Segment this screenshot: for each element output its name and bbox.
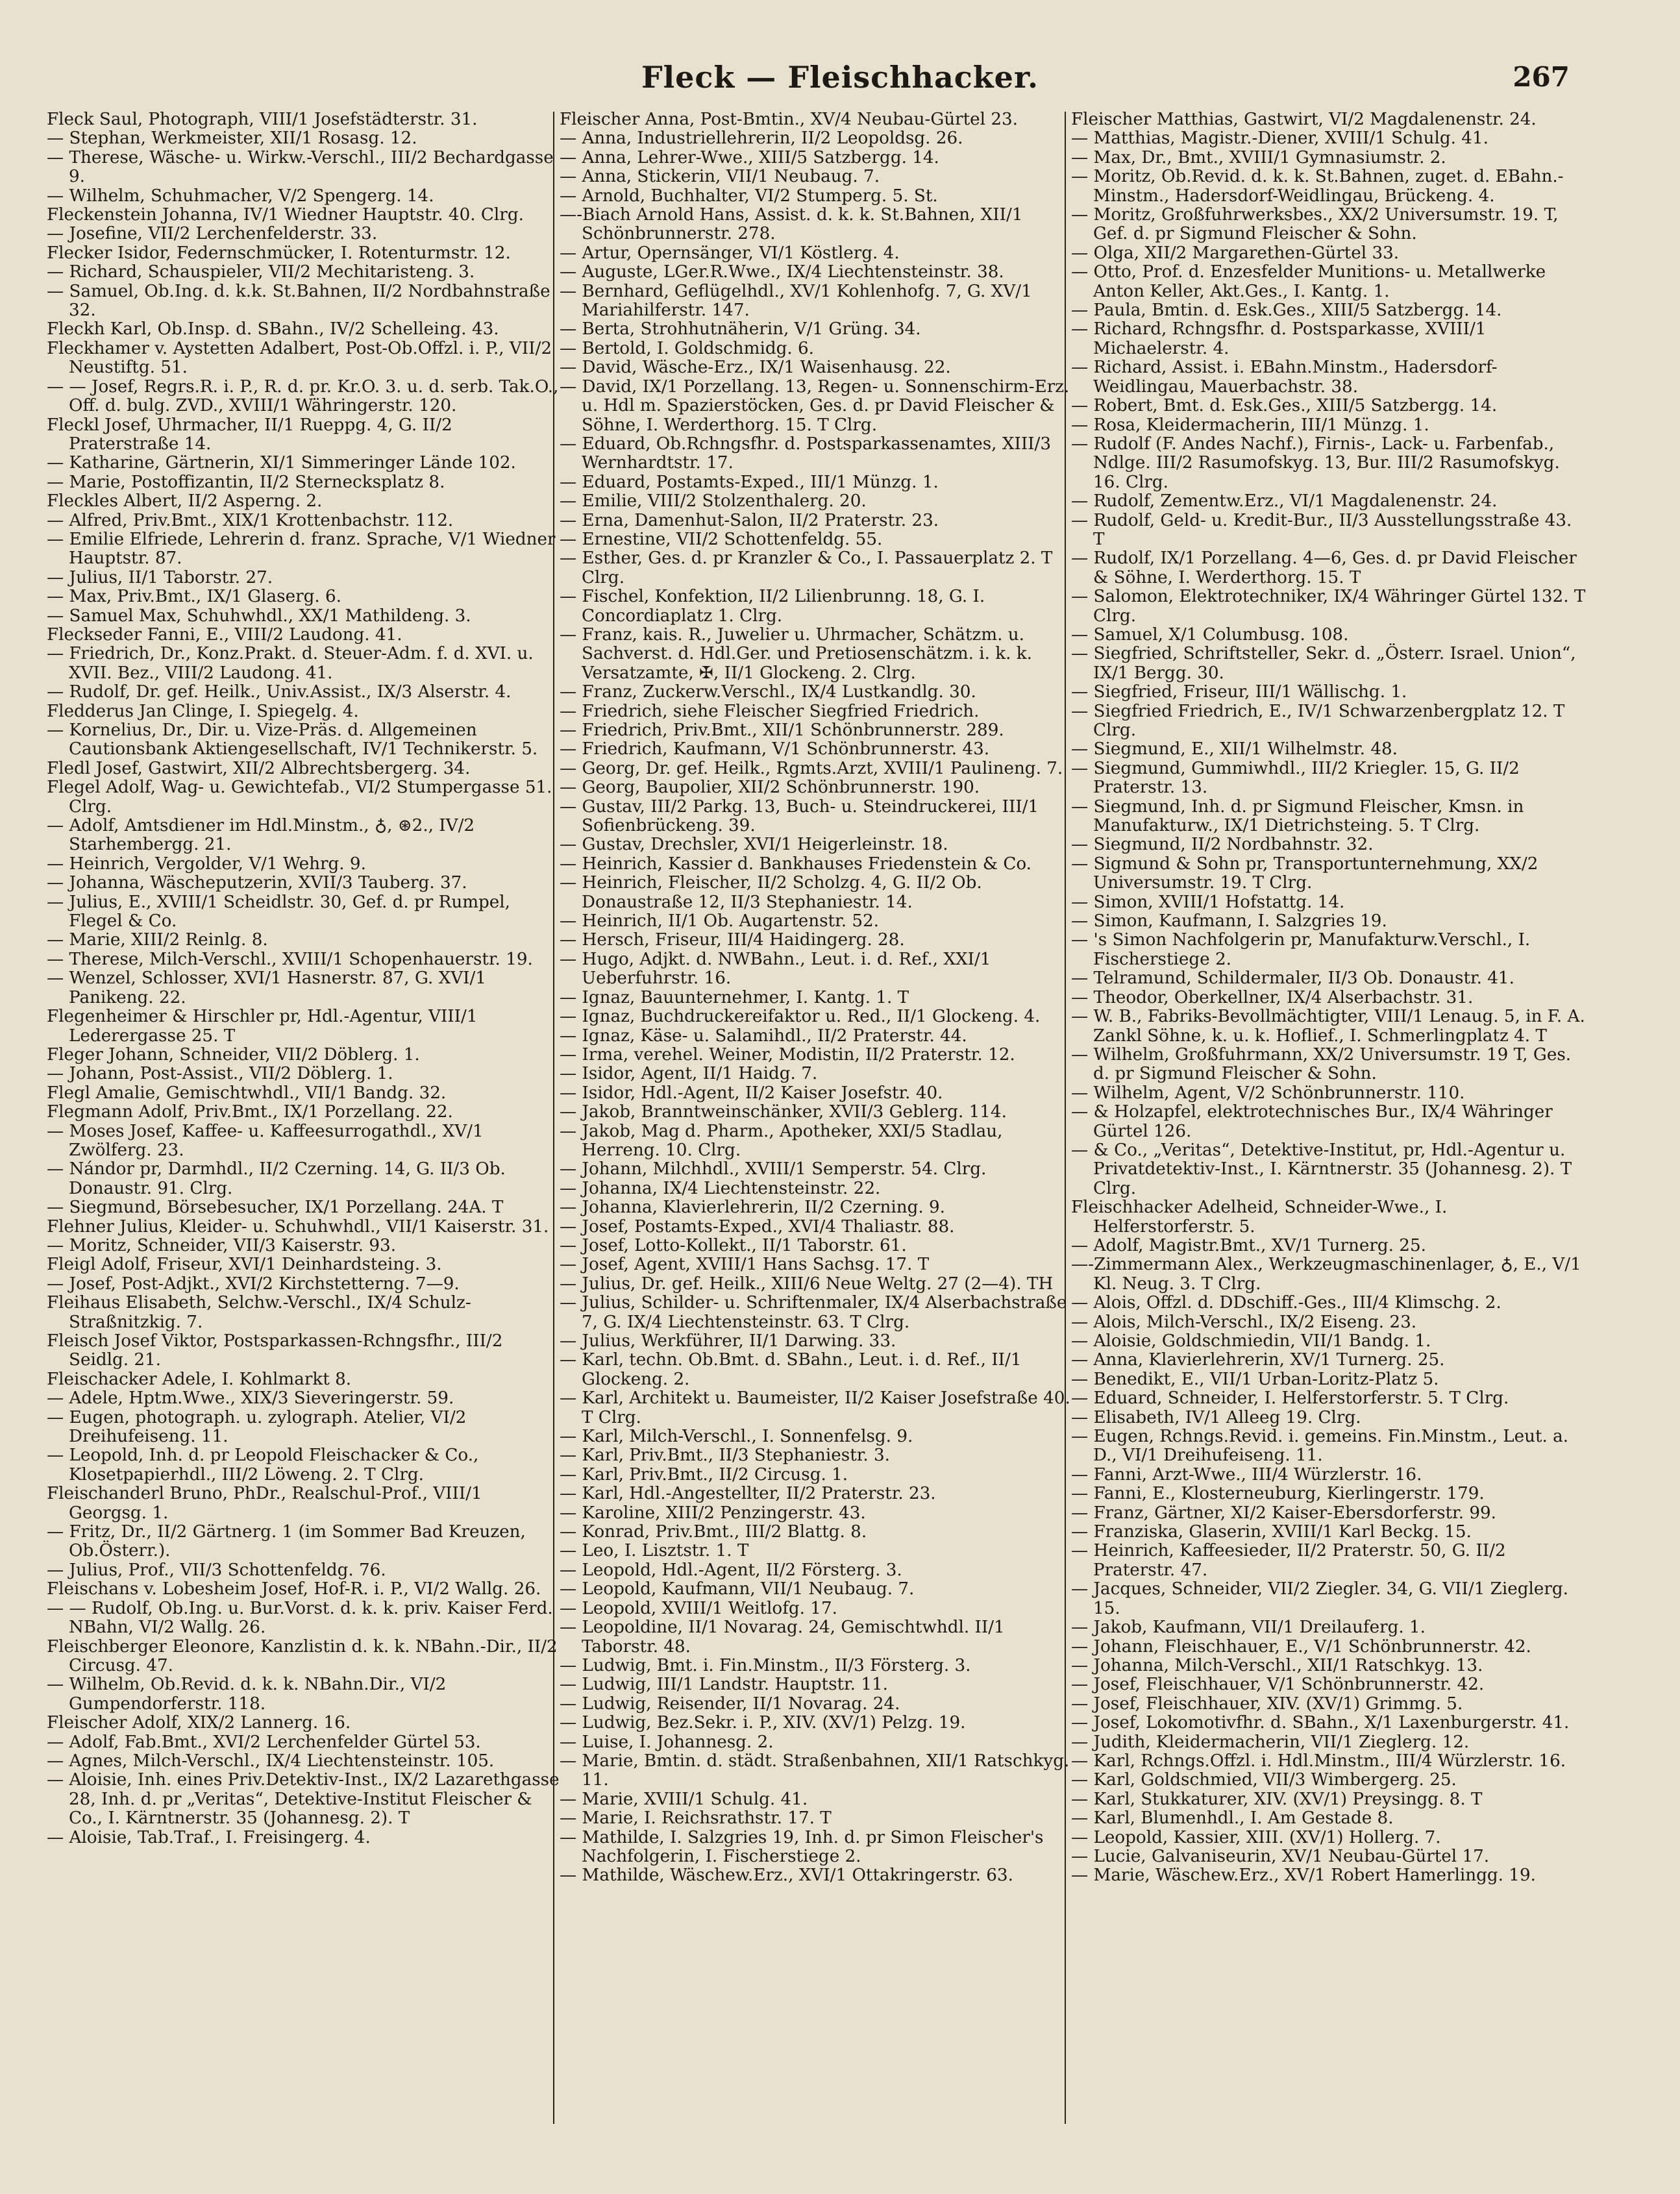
- directory-entry: — Max, Dr., Bmt., XVIII/1 Gymnasiumstr. 2.: [1071, 147, 1446, 167]
- directory-entry: —-Biach Arnold Hans, Assist. d. k. k. St.Bahnen, XII/1 Schönbrunnerstr. 278.: [560, 205, 1023, 244]
- directory-entry: — Olga, XII/2 Margarethen-Gürtel 33.: [1071, 243, 1400, 263]
- directory-entry: — Siegmund, Inh. d. pr Sigmund Fleischer, Kmsn. in Manufakturw., IX/1 Dietrichsteing. 5. T Clrg.: [1071, 796, 1524, 836]
- directory-entry: — Wilhelm, Großfuhrmann, XX/2 Universumstr. 19 T, Ges. d. pr Sigmund Fleischer & Sohn.: [1071, 1044, 1572, 1084]
- directory-entry: — Karl, Priv.Bmt., II/3 Stephaniestr. 3.: [560, 1446, 891, 1466]
- directory-entry: — Berta, Strohhutnäherin, V/1 Grüng. 34.: [560, 319, 921, 339]
- directory-entry: — Friedrich, Dr., Konz.Prakt. d. Steuer-Adm. f. d. XVI. u. XVII. Bez., VIII/2 Laudong. 41.: [47, 644, 534, 683]
- directory-entry: — Alois, Milch-Verschl., IX/2 Eiseng. 23.: [1071, 1312, 1417, 1332]
- directory-entry: — Josef, Lotto-Kollekt., II/1 Taborstr. 61.: [560, 1235, 907, 1255]
- directory-entry: — Wilhelm, Agent, V/2 Schönbrunnerstr. 110.: [1071, 1083, 1465, 1103]
- directory-entry: — Agnes, Milch-Verschl., IX/4 Liechtensteinstr. 105.: [47, 1751, 495, 1771]
- directory-entry: — Rudolf, Dr. gef. Heilk., Univ.Assist., IX/3 Alserstr. 4.: [47, 682, 512, 702]
- directory-entry: — Anna, Industriellehrerin, II/2 Leopoldsg. 26.: [560, 129, 963, 149]
- directory-entry: — Theodor, Oberkellner, IX/4 Alserbachstr. 31.: [1071, 987, 1474, 1007]
- directory-entry: — Telramund, Schildermaler, II/3 Ob. Donaustr. 41.: [1071, 968, 1514, 989]
- directory-entry: — Siegmund, Börsebesucher, IX/1 Porzellang. 24A. T: [47, 1198, 504, 1218]
- directory-entry: — Fanni, Arzt-Wwe., III/4 Würzlerstr. 16.: [1071, 1464, 1422, 1485]
- directory-entry: Fleckenstein Johanna, IV/1 Wiedner Hauptstr. 40. Clrg.: [47, 205, 524, 225]
- directory-entry: — Mathilde, Wäschew.Erz., XVI/1 Ottakringerstr. 63.: [560, 1866, 1013, 1886]
- directory-entry: — Moritz, Schneider, VII/3 Kaiserstr. 93.: [47, 1235, 397, 1255]
- directory-entry: — David, IX/1 Porzellang. 13, Regen- u. Sonnenschirm-Erz. u. Hdl m. Spazierstöcken, Ges. d. pr David Fleischer & Söhne, I. Werderthorg. 15. T Clrg.: [560, 376, 1070, 435]
- directory-entry: — Siegmund, II/2 Nordbahnstr. 32.: [1071, 835, 1374, 855]
- directory-entry: — Marie, XIII/2 Reinlg. 8.: [47, 930, 268, 950]
- directory-entry: Fleckles Albert, II/2 Asperng. 2.: [47, 491, 323, 512]
- directory-entry: — Karl, Architekt u. Baumeister, II/2 Kaiser Josefstraße 40. T Clrg.: [560, 1388, 1070, 1427]
- directory-entry: — & Co., „Veritas“, Detektive-Institut, pr, Hdl.-Agentur u. Privatdetektiv-Inst., I. Kärntnerstr. 35 (Johannesg. 2). T Clrg.: [1071, 1140, 1572, 1198]
- directory-entry: — Rudolf, IX/1 Porzellang. 4—6, Ges. d. pr David Fleischer & Söhne, I. Werderthorg. 15. T: [1071, 548, 1577, 587]
- directory-entry: — Moritz, Ob.Revid. d. k. k. St.Bahnen, zuget. d. EBahn.-Minstm., Hadersdorf-Weidlingau, Brückeng. 4.: [1071, 167, 1564, 206]
- directory-entry: Fleger Johann, Schneider, VII/2 Döblerg. 1.: [47, 1044, 420, 1065]
- directory-entry: — Heinrich, Kaffeesieder, II/2 Praterstr. 50, G. II/2 Praterstr. 47.: [1071, 1541, 1506, 1580]
- directory-entry: — Auguste, LGer.R.Wwe., IX/4 Liechtensteinstr. 38.: [560, 262, 1004, 282]
- directory-entry: — Ludwig, III/1 Landstr. Hauptstr. 11.: [560, 1675, 888, 1695]
- directory-entry: — Franz, Zuckerw.Verschl., IX/4 Lustkandlg. 30.: [560, 682, 976, 702]
- directory-entry: — Friedrich, Priv.Bmt., XII/1 Schönbrunnerstr. 289.: [560, 721, 1004, 740]
- directory-entry: — Rudolf, Geld- u. Kredit-Bur., II/3 Ausstellungsstraße 43. T: [1071, 510, 1572, 549]
- directory-entry: — Arnold, Buchhalter, VI/2 Stumperg. 5. St.: [560, 186, 938, 206]
- directory-entry: — Johanna, IX/4 Liechtensteinstr. 22.: [560, 1178, 881, 1198]
- directory-entry: — Fischel, Konfektion, II/2 Lilienbrunng. 18, G. I. Concordiaplatz 1. Clrg.: [560, 587, 985, 626]
- directory-entry: — Friedrich, siehe Fleischer Siegfried Friedrich.: [560, 701, 980, 721]
- directory-entry: — Samuel, X/1 Columbusg. 108.: [1071, 624, 1349, 645]
- directory-entry: Fleischer Anna, Post-Bmtin., XV/4 Neubau-Gürtel 23.: [560, 110, 1018, 129]
- directory-entry: — — Rudolf, Ob.Ing. u. Bur.Vorst. d. k. k. priv. Kaiser Ferd. NBahn, VI/2 Wallg. 26.: [47, 1598, 553, 1638]
- page-header: [0, 60, 1680, 112]
- directory-entry: — Ignaz, Bauunternehmer, I. Kantg. 1. T: [560, 987, 909, 1007]
- directory-entry: Fleck Saul, Photograph, VIII/1 Josefstädterstr. 31.: [47, 110, 478, 129]
- directory-entry: Fleihaus Elisabeth, Selchw.-Verschl., IX/4 Schulz-Straßnitzkig. 7.: [47, 1293, 471, 1332]
- directory-entry: — Johanna, Milch-Verschl., XII/1 Ratschkyg. 13.: [1071, 1655, 1483, 1675]
- directory-entry: — Jacques, Schneider, VII/2 Ziegler. 34, G. VII/1 Zieglerg. 15.: [1071, 1579, 1568, 1618]
- directory-entry: — 's Simon Nachfolgerin pr, Manufakturw.Verschl., I. Fischerstiege 2.: [1071, 930, 1531, 969]
- directory-entry: — Franz, Gärtner, XI/2 Kaiser-Ebersdorferstr. 99.: [1071, 1503, 1496, 1523]
- directory-entry: Fleckl Josef, Uhrmacher, II/1 Rueppg. 4, G. II/2 Praterstraße 14.: [47, 415, 452, 454]
- directory-entry: — Adele, Hptm.Wwe., XIX/3 Sieveringerstr. 59.: [47, 1388, 454, 1409]
- running-title: Fleck — Fleischhacker.: [641, 60, 1039, 95]
- directory-entry: — Karoline, XIII/2 Penzingerstr. 43.: [560, 1503, 866, 1523]
- directory-entry: — Therese, Milch-Verschl., XVIII/1 Schopenhauerstr. 19.: [47, 949, 533, 969]
- directory-entry: — Erna, Damenhut-Salon, II/2 Praterstr. 23.: [560, 510, 939, 530]
- directory-entry: — W. B., Fabriks-Bevollmächtigter, VIII/1 Lenaug. 5, in F. A. Zankl Söhne, k. u. k. Hoflief., I. Schmerlingplatz 4. T: [1071, 1007, 1585, 1046]
- directory-entry: — Eduard, Ob.Rchngsfhr. d. Postsparkassenamtes, XIII/3 Wernhardtstr. 17.: [560, 434, 1051, 473]
- directory-entry: —-Zimmermann Alex., Werkzeugmaschinenlager, ♁, E., V/1 Kl. Neug. 3. T Clrg.: [1071, 1255, 1581, 1294]
- directory-entry: — Johanna, Klavierlehrerin, II/2 Czerning. 9.: [560, 1198, 946, 1218]
- directory-entry: — Anna, Klavierlehrerin, XV/1 Turnerg. 25.: [1071, 1350, 1445, 1370]
- directory-entry: — Isidor, Agent, II/1 Haidg. 7.: [560, 1064, 818, 1084]
- directory-entry: — Siegfried Friedrich, E., IV/1 Schwarzenbergplatz 12. T Clrg.: [1071, 701, 1565, 740]
- directory-entry: — Josef, Postamts-Exped., XVI/4 Thaliastr. 88.: [560, 1216, 955, 1237]
- directory-entry: — Gustav, Drechsler, XVI/1 Heigerleinstr. 18.: [560, 835, 948, 855]
- directory-entry: — Therese, Wäsche- u. Wirkw.-Verschl., III/2 Bechardgasse 9.: [47, 147, 554, 187]
- directory-entry: Flecker Isidor, Federnschmücker, I. Rotenturmstr. 12.: [47, 243, 511, 263]
- directory-entry: Flegenheimer & Hirschler pr, Hdl.-Agentur, VIII/1 Lederergasse 25. T: [47, 1007, 478, 1046]
- directory-entry: — Esther, Ges. d. pr Kranzler & Co., I. Passauerplatz 2. T Clrg.: [560, 548, 1053, 587]
- directory-entry: — Emilie, VIII/2 Stolzenthalerg. 20.: [560, 491, 867, 512]
- directory-entry: — Siegfried, Schriftsteller, Sekr. d. „Österr. Israel. Union“, IX/1 Bergg. 30.: [1071, 644, 1576, 683]
- directory-entry: — Mathilde, I. Salzgries 19, Inh. d. pr Simon Fleischer's Nachfolgerin, I. Fischerstiege 2.: [560, 1827, 1044, 1866]
- directory-entry: — Adolf, Magistr.Bmt., XV/1 Turnerg. 25.: [1071, 1235, 1426, 1255]
- directory-entry: — Marie, I. Reichsrathstr. 17. T: [560, 1808, 832, 1829]
- directory-entry: — & Holzapfel, elektrotechnisches Bur., IX/4 Währinger Gürtel 126.: [1071, 1102, 1553, 1141]
- directory-entry: — Simon, Kaufmann, I. Salzgries 19.: [1071, 911, 1387, 931]
- directory-entry: — Leopoldine, II/1 Novarag. 24, Gemischtwhdl. II/1 Taborstr. 48.: [560, 1618, 1005, 1657]
- directory-entry: — Wilhelm, Schuhmacher, V/2 Spengerg. 14.: [47, 186, 434, 206]
- directory-entry: — Ignaz, Buchdruckereifaktor u. Red., II/1 Glockeng. 4.: [560, 1007, 1041, 1027]
- directory-entry: — Karl, Blumenhdl., I. Am Gestade 8.: [1071, 1808, 1394, 1829]
- directory-entry: — Ludwig, Bez.Sekr. i. P., XIV. (XV/1) Pelzg. 19.: [560, 1713, 966, 1733]
- directory-entry: — Heinrich, II/1 Ob. Augartenstr. 52.: [560, 911, 879, 931]
- directory-entry: — Leopold, Kaufmann, VII/1 Neubaug. 7.: [560, 1579, 915, 1599]
- directory-entry: — Stephan, Werkmeister, XII/1 Rosasg. 12.: [47, 129, 417, 149]
- directory-entry: — Marie, Postoffizantin, II/2 Sternecksplatz 8.: [47, 472, 445, 492]
- directory-entry: — Katharine, Gärtnerin, XI/1 Simmeringer Lände 102.: [47, 453, 516, 473]
- page-number: 267: [1513, 61, 1570, 93]
- directory-entry: — Benedikt, E., VII/1 Urban-Loritz-Platz 5.: [1071, 1369, 1439, 1389]
- directory-entry: — Karl, Goldschmied, VII/3 Wimbergerg. 25.: [1071, 1770, 1457, 1790]
- directory-entry: — Johanna, Wäscheputzerin, XVII/3 Tauberg. 37.: [47, 873, 467, 893]
- directory-entry: — Luise, I. Johannesg. 2.: [560, 1732, 774, 1752]
- directory-entry: — Franz, kais. R., Juwelier u. Uhrmacher, Schätzm. u. Sachverst. d. Hdl.Ger. und Pretiosenschätzm. i. k. k. Versatzamte, ✠, II/1 Glockeng. 2. Clrg.: [560, 624, 1032, 683]
- directory-entry: — Heinrich, Vergolder, V/1 Wehrg. 9.: [47, 854, 366, 874]
- directory-column-1: [47, 110, 563, 1847]
- directory-entry: — Fritz, Dr., II/2 Gärtnerg. 1 (im Sommer Bad Kreuzen, Ob.Österr.).: [47, 1522, 526, 1561]
- directory-entry: — Otto, Prof. d. Enzesfelder Munitions- u. Metallwerke Anton Keller, Akt.Ges., I. Kantg. 1.: [1071, 262, 1546, 301]
- directory-entry: — Karl, techn. Ob.Bmt. d. SBahn., Leut. i. d. Ref., II/1 Glockeng. 2.: [560, 1350, 1022, 1389]
- directory-entry: — Siegmund, Gummiwhdl., III/2 Kriegler. 15, G. II/2 Praterstr. 13.: [1071, 758, 1520, 798]
- directory-entry: — Marie, XVIII/1 Schulg. 41.: [560, 1789, 808, 1809]
- directory-entry: — Josef, Lokomotivfhr. d. SBahn., X/1 Laxenburgerstr. 41.: [1071, 1713, 1570, 1733]
- directory-entry: — Eduard, Schneider, I. Helferstorferstr. 5. T Clrg.: [1071, 1388, 1509, 1409]
- directory-entry: — Marie, Bmtin. d. städt. Straßenbahnen, XII/1 Ratschkyg. 11.: [560, 1751, 1070, 1790]
- directory-entry: Fleigl Adolf, Friseur, XVI/1 Deinhardsteing. 3.: [47, 1255, 442, 1275]
- directory-entry: — Josef, Fleischhauer, XIV. (XV/1) Grimmg. 5.: [1071, 1694, 1463, 1714]
- directory-entry: — Konrad, Priv.Bmt., III/2 Blattg. 8.: [560, 1522, 867, 1542]
- directory-entry: — Eugen, Rchngs.Revid. i. gemeins. Fin.Minstm., Leut. a. D., VI/1 Dreihufeiseng. 11.: [1071, 1427, 1569, 1466]
- directory-entry: — Jakob, Mag d. Pharm., Apotheker, XXI/5 Stadlau, Herreng. 10. Clrg.: [560, 1121, 1003, 1160]
- directory-entry: Flehner Julius, Kleider- u. Schuhwhdl., VII/1 Kaiserstr. 31.: [47, 1216, 549, 1237]
- directory-entry: — Richard, Schauspieler, VII/2 Mechitaristeng. 3.: [47, 262, 475, 282]
- directory-entry: — Wilhelm, Ob.Revid. d. k. k. NBahn.Dir., VI/2 Gumpendorferstr. 118.: [47, 1675, 447, 1714]
- directory-entry: — Leopold, XVIII/1 Weitlofg. 17.: [560, 1598, 837, 1618]
- directory-entry: — Ludwig, Bmt. i. Fin.Minstm., II/3 Försterg. 3.: [560, 1655, 971, 1675]
- directory-entry: Flegl Amalie, Gemischtwhdl., VII/1 Bandg. 32.: [47, 1083, 447, 1103]
- directory-entry: — Siegmund, E., XII/1 Wilhelmstr. 48.: [1071, 739, 1398, 759]
- directory-entry: Fleischer Adolf, XIX/2 Lannerg. 16.: [47, 1713, 351, 1733]
- directory-entry: Fleisch Josef Viktor, Postsparkassen-Rchngsfhr., III/2 Seidlg. 21.: [47, 1331, 503, 1370]
- directory-entry: — Samuel Max, Schuhwhdl., XX/1 Mathildeng. 3.: [47, 606, 471, 626]
- directory-entry: — Judith, Kleidermacherin, VII/1 Zieglerg. 12.: [1071, 1732, 1470, 1752]
- directory-entry: — Josef, Post-Adjkt., XVI/2 Kirchstetterng. 7—9.: [47, 1274, 460, 1294]
- directory-entry: — Leopold, Inh. d. pr Leopold Fleischacker & Co., Klosetpapierhdl., III/2 Löweng. 2. T Clrg.: [47, 1446, 479, 1485]
- directory-entry: Fleischer Matthias, Gastwirt, VI/2 Magdalenenstr. 24.: [1071, 110, 1537, 129]
- directory-entry: — Josef, Agent, XVIII/1 Hans Sachsg. 17. T: [560, 1255, 930, 1275]
- directory-entry: — Rudolf, Zementw.Erz., VI/1 Magdalenenstr. 24.: [1071, 491, 1498, 512]
- directory-entry: — Julius, Dr. gef. Heilk., XIII/6 Neue Weltg. 27 (2—4). TH: [560, 1274, 1054, 1294]
- directory-entry: — Hugo, Adjkt. d. NWBahn., Leut. i. d. Ref., XXI/1 Ueberfuhrstr. 16.: [560, 949, 991, 989]
- directory-entry: — Rudolf (F. Andes Nachf.), Firnis-, Lack- u. Farbenfab., Ndlge. III/2 Rasumofskyg. 13, Bur. III/2 Rasumofskyg. 16. Clrg.: [1071, 434, 1560, 492]
- directory-entry: — Kornelius, Dr., Dir. u. Vize-Präs. d. Allgemeinen Cautionsbank Aktiengesellschaft, IV/1 Technikerstr. 5.: [47, 721, 538, 759]
- directory-entry: — Anna, Lehrer-Wwe., XIII/5 Satzbergg. 14.: [560, 147, 939, 167]
- directory-entry: — Artur, Opernsänger, VI/1 Köstlerg. 4.: [560, 243, 900, 263]
- directory-entry: — Karl, Milch-Verschl., I. Sonnenfelsg. 9.: [560, 1427, 913, 1447]
- directory-entry: — Sigmund & Sohn pr, Transportunternehmung, XX/2 Universumstr. 19. T Clrg.: [1071, 854, 1538, 893]
- directory-entry: — Matthias, Magistr.-Diener, XVIII/1 Schulg. 41.: [1071, 129, 1489, 149]
- directory-entry: — Julius, II/1 Taborstr. 27.: [47, 567, 273, 587]
- directory-entry: — Heinrich, Fleischer, II/2 Scholzg. 4, G. II/2 Ob. Donaustraße 12, II/3 Stephaniestr. 14.: [560, 873, 982, 912]
- directory-entry: — Aloisie, Tab.Traf., I. Freisingerg. 4.: [47, 1827, 371, 1847]
- directory-entry: — Emilie Elfriede, Lehrerin d. franz. Sprache, V/1 Wiedner Hauptstr. 87.: [47, 529, 556, 569]
- directory-entry: — Richard, Rchngsfhr. d. Postsparkasse, XVIII/1 Michaelerstr. 4.: [1071, 319, 1487, 358]
- directory-entry: — Johann, Fleischhauer, E., V/1 Schönbrunnerstr. 42.: [1071, 1636, 1531, 1657]
- directory-entry: — Bernhard, Geflügelhdl., XV/1 Kohlenhofg. 7, G. XV/1 Mariahilferstr. 147.: [560, 281, 1032, 321]
- directory-entry: — Aloisie, Goldschmiedin, VII/1 Bandg. 1.: [1071, 1331, 1431, 1351]
- directory-entry: — Gustav, III/2 Parkg. 13, Buch- u. Steindruckerei, III/1 Sofienbrückeng. 39.: [560, 796, 1039, 836]
- directory-entry: — Hersch, Friseur, III/4 Haidingerg. 28.: [560, 930, 905, 950]
- directory-entry: Fleckhamer v. Aystetten Adalbert, Post-Ob.Offzl. i. P., VII/2 Neustiftg. 51.: [47, 338, 552, 378]
- directory-entry: — Alfred, Priv.Bmt., XIX/1 Krottenbachstr. 112.: [47, 510, 454, 530]
- directory-entry: Flegmann Adolf, Priv.Bmt., IX/1 Porzellang. 22.: [47, 1102, 453, 1122]
- directory-entry: — Paula, Bmtin. d. Esk.Ges., XIII/5 Satzbergg. 14.: [1071, 301, 1502, 321]
- directory-entry: — Richard, Assist. i. EBahn.Minstm., Hadersdorf-Weidlingau, Mauerbachstr. 38.: [1071, 358, 1498, 397]
- directory-entry: — Johann, Post-Assist., VII/2 Döblerg. 1.: [47, 1064, 393, 1084]
- directory-column-2: [560, 110, 1076, 1886]
- directory-entry: — Siegfried, Friseur, III/1 Wällischg. 1.: [1071, 682, 1407, 702]
- directory-entry: — Aloisie, Inh. eines Priv.Detektiv-Inst., IX/2 Lazarethgasse 28, Inh. d. pr „Veritas“, Detektive-Institut Fleischer & Co., I. Kärntnerstr. 35 (Johannesg. 2). T: [47, 1770, 560, 1829]
- directory-entry: Fleischhacker Adelheid, Schneider-Wwe., I. Helferstorferstr. 5.: [1071, 1198, 1448, 1237]
- directory-entry: — Robert, Bmt. d. Esk.Ges., XIII/5 Satzbergg. 14.: [1071, 396, 1498, 416]
- directory-entry: — Karl, Hdl.-Angestellter, II/2 Praterstr. 23.: [560, 1484, 936, 1504]
- directory-entry: — Johann, Milchhdl., XVIII/1 Semperstr. 54. Clrg.: [560, 1159, 987, 1179]
- directory-entry: — Bertold, I. Goldschmidg. 6.: [560, 338, 815, 358]
- directory-entry: — Georg, Dr. gef. Heilk., Rgmts.Arzt, XVIII/1 Paulineng. 7.: [560, 758, 1063, 778]
- directory-entry: — Eugen, photograph. u. zylograph. Atelier, VI/2 Dreihufeiseng. 11.: [47, 1407, 467, 1447]
- directory-entry: — Ignaz, Käse- u. Salamihdl., II/2 Praterstr. 44.: [560, 1026, 967, 1046]
- directory-entry: — Karl, Priv.Bmt., II/2 Circusg. 1.: [560, 1464, 848, 1485]
- directory-entry: — Leopold, Kassier, XIII. (XV/1) Hollerg. 7.: [1071, 1827, 1441, 1847]
- directory-entry: — Eduard, Postamts-Exped., III/1 Münzg. 1.: [560, 472, 939, 492]
- directory-entry: — Julius, E., XVIII/1 Scheidlstr. 30, Gef. d. pr Rumpel, Flegel & Co.: [47, 892, 510, 931]
- directory-entry: — Lucie, Galvaniseurin, XV/1 Neubau-Gürtel 17.: [1071, 1846, 1490, 1866]
- directory-entry: — Karl, Stukkaturer, XIV. (XV/1) Preysingg. 8. T: [1071, 1789, 1483, 1809]
- directory-entry: — Julius, Prof., VII/3 Schottenfeldg. 76.: [47, 1560, 386, 1580]
- directory-entry: Flegel Adolf, Wag- u. Gewichtefab., VI/2 Stumpergasse 51. Clrg.: [47, 778, 552, 817]
- directory-entry: Fleischans v. Lobesheim Josef, Hof-R. i. P., VI/2 Wallg. 26.: [47, 1579, 541, 1599]
- directory-entry: — Ludwig, Reisender, II/1 Novarag. 24.: [560, 1694, 900, 1714]
- directory-entry: — Elisabeth, IV/1 Alleeg 19. Clrg.: [1071, 1407, 1361, 1427]
- directory-entry: — Franziska, Glaserin, XVIII/1 Karl Beckg. 15.: [1071, 1522, 1472, 1542]
- directory-entry: Fleckseder Fanni, E., VIII/2 Laudong. 41.: [47, 624, 402, 645]
- directory-entry: — Irma, verehel. Weiner, Modistin, II/2 Praterstr. 12.: [560, 1044, 1015, 1065]
- directory-entry: Fleckh Karl, Ob.Insp. d. SBahn., IV/2 Schelleing. 43.: [47, 319, 499, 339]
- directory-entry: — Fanni, E., Klosterneuburg, Kierlingerstr. 179.: [1071, 1484, 1485, 1504]
- directory-entry: — Leo, I. Lisztstr. 1. T: [560, 1541, 749, 1561]
- directory-entry: Fledl Josef, Gastwirt, XII/2 Albrechtsbergerg. 34.: [47, 758, 471, 778]
- directory-entry: Fleischberger Eleonore, Kanzlistin d. k. k. NBahn.-Dir., II/2 Circusg. 47.: [47, 1636, 558, 1675]
- directory-entry: — Adolf, Amtsdiener im Hdl.Minstm., ♁, ⊛2., IV/2 Starhembergg. 21.: [47, 816, 475, 855]
- directory-entry: — Julius, Schilder- u. Schriftenmaler, IX/4 Alserbachstraße 7, G. IX/4 Liechtensteinstr. 63. T Clrg.: [560, 1293, 1067, 1332]
- directory-entry: — Moses Josef, Kaffee- u. Kaffeesurrogathdl., XV/1 Zwölferg. 23.: [47, 1121, 484, 1160]
- directory-entry: — Julius, Werkführer, II/1 Darwing. 33.: [560, 1331, 896, 1351]
- directory-entry: — Anna, Stickerin, VII/1 Neubaug. 7.: [560, 167, 880, 187]
- directory-entry: — Isidor, Hdl.-Agent, II/2 Kaiser Josefstr. 40.: [560, 1083, 943, 1103]
- directory-entry: — Josefine, VII/2 Lerchenfelderstr. 33.: [47, 224, 378, 244]
- directory-entry: — Samuel, Ob.Ing. d. k.k. St.Bahnen, II/2 Nordbahnstraße 32.: [47, 281, 550, 321]
- directory-entry: — Karl, Rchngs.Offzl. i. Hdl.Minstm., III/4 Würzlerstr. 16.: [1071, 1751, 1566, 1771]
- directory-entry: — Friedrich, Kaufmann, V/1 Schönbrunnerstr. 43.: [560, 739, 990, 759]
- directory-entry: — Adolf, Fab.Bmt., XVI/2 Lerchenfelder Gürtel 53.: [47, 1732, 481, 1752]
- directory-entry: — Wenzel, Schlosser, XVI/1 Hasnerstr. 87, G. XVI/1 Panikeng. 22.: [47, 968, 486, 1007]
- directory-entry: — — Josef, Regrs.R. i. P., R. d. pr. Kr.O. 3. u. d. serb. Tak.O., Off. d. bulg. ZVD., XVIII/1 Währingerstr. 120.: [47, 376, 559, 416]
- directory-entry: — Josef, Fleischhauer, V/1 Schönbrunnerstr. 42.: [1071, 1675, 1485, 1695]
- directory-entry: Fleischacker Adele, I. Kohlmarkt 8.: [47, 1369, 352, 1389]
- directory-entry: — Max, Priv.Bmt., IX/1 Glaserg. 6.: [47, 587, 342, 607]
- directory-entry: — Ernestine, VII/2 Schottenfeldg. 55.: [560, 529, 883, 549]
- directory-entry: — Moritz, Großfuhrwerksbes., XX/2 Universumstr. 19. T, Gef. d. pr Sigmund Fleischer & Sohn.: [1071, 205, 1559, 244]
- directory-entry: — Rosa, Kleidermacherin, III/1 Münzg. 1.: [1071, 415, 1429, 435]
- directory-entry: — Georg, Baupolier, XII/2 Schönbrunnerstr. 190.: [560, 778, 980, 798]
- directory-entry: — Jakob, Branntweinschänker, XVII/3 Geblerg. 114.: [560, 1102, 1007, 1122]
- directory-entry: — Nándor pr, Darmhdl., II/2 Czerning. 14, G. II/3 Ob. Donaustr. 91. Clrg.: [47, 1159, 506, 1198]
- directory-entry: — Alois, Offzl. d. DDschiff.-Ges., III/4 Klimschg. 2.: [1071, 1293, 1501, 1313]
- directory-entry: Fleischanderl Bruno, PhDr., Realschul-Prof., VIII/1 Georgsg. 1.: [47, 1484, 482, 1523]
- directory-entry: — Simon, XVIII/1 Hofstattg. 14.: [1071, 892, 1345, 912]
- directory-column-3: [1071, 110, 1587, 1886]
- directory-entry: — Jakob, Kaufmann, VII/1 Dreilauferg. 1.: [1071, 1618, 1426, 1638]
- directory-entry: — Salomon, Elektrotechniker, IX/4 Währinger Gürtel 132. T Clrg.: [1071, 587, 1586, 626]
- directory-entry: — Heinrich, Kassier d. Bankhauses Friedenstein & Co.: [560, 854, 1031, 874]
- directory-entry: — Marie, Wäschew.Erz., XV/1 Robert Hamerlingg. 19.: [1071, 1866, 1536, 1886]
- directory-entry: Fledderus Jan Clinge, I. Spiegelg. 4.: [47, 701, 359, 721]
- directory-entry: — Leopold, Hdl.-Agent, II/2 Försterg. 3.: [560, 1560, 902, 1580]
- directory-entry: — David, Wäsche-Erz., IX/1 Waisenhausg. 22.: [560, 358, 951, 378]
